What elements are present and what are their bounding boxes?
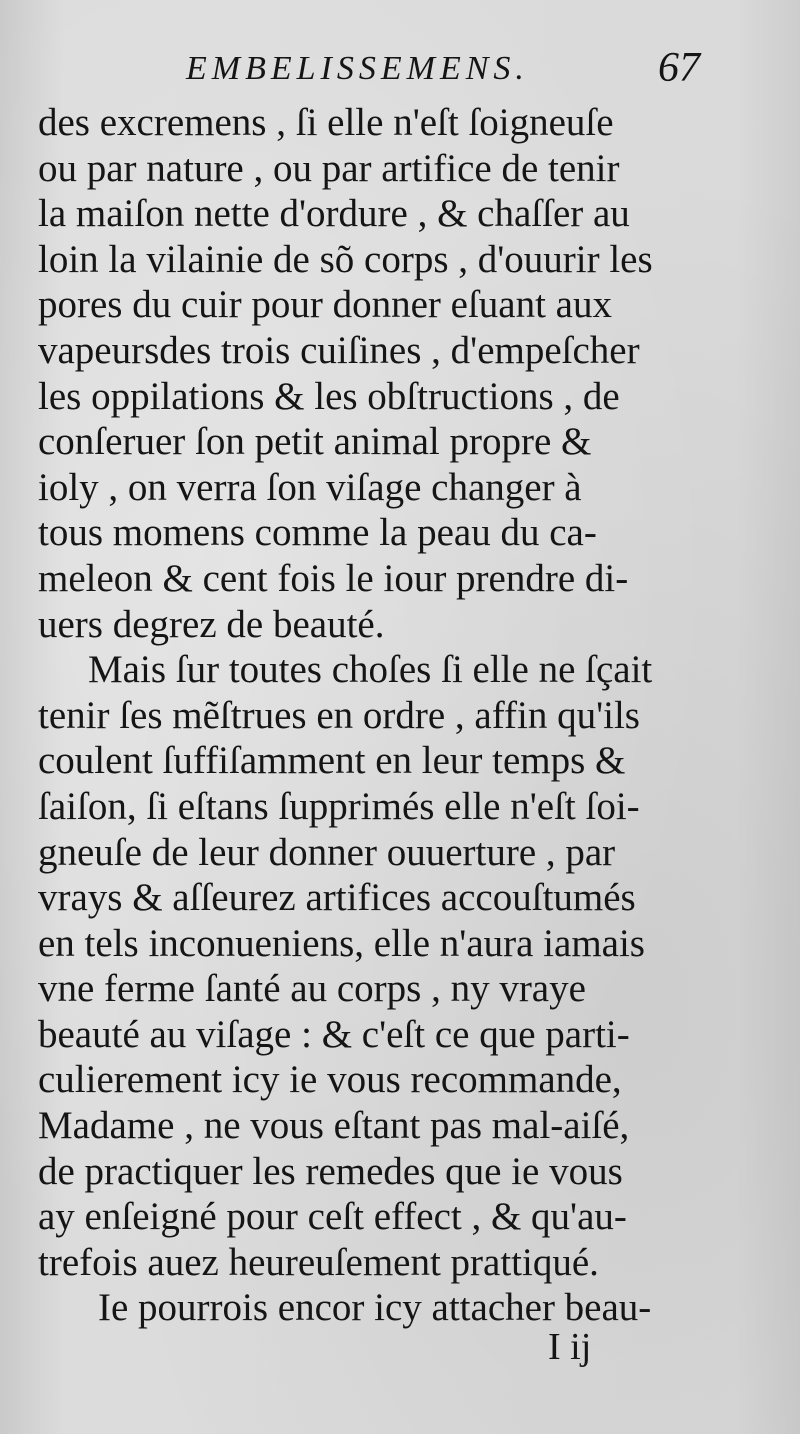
signature-mark: I ij xyxy=(548,1326,592,1368)
text-line: en tels inconueniens, elle n'aura iamais xyxy=(38,921,645,965)
paragraph-start-line: Mais ſur toutes choſes ſi elle ne ſçait xyxy=(88,648,653,692)
text-line: meleon & cent fois le iour prendre di- xyxy=(38,556,629,600)
body-text xyxy=(38,100,738,1331)
text-line: conſeruer ſon petit animal propre & xyxy=(38,420,592,464)
text-line: tenir ſes mẽſtrues en ordre , affin qu'ils xyxy=(38,693,640,737)
page-footer xyxy=(0,1325,800,1375)
text-line: des excremens , ſi elle n'eſt ſoigneuſe xyxy=(38,101,614,144)
text-line: culierement icy ie vous recommande, xyxy=(38,1058,622,1102)
text-line: ay enſeigné pour ceſt effect , & qu'au- xyxy=(38,1195,627,1239)
text-line: vapeursdes trois cuiſines , d'empeſcher xyxy=(38,328,640,372)
paragraph-start-line: Ie pourrois encor icy attacher beau- xyxy=(98,1286,652,1330)
text-line: tous momens comme la peau du ca- xyxy=(38,511,597,555)
text-line: Madame , ne vous eſtant pas mal-aiſé, xyxy=(38,1104,630,1148)
text-line: vne ferme ſanté au corps , ny vraye xyxy=(38,967,586,1011)
text-line: loin la vilainie de sõ corps , d'ouurir les xyxy=(38,237,653,281)
text-line: trefois auez heureuſement prattiqué. xyxy=(38,1240,599,1284)
text-line: la maiſon nette d'ordure , & chaſſer au xyxy=(38,192,630,236)
text-line: ſaiſon, ſi eſtans ſupprimés elle n'eſt ſoi- xyxy=(38,784,640,828)
page-number: 67 xyxy=(658,45,700,91)
page-header xyxy=(0,45,800,106)
text-line: les oppilations & les obſtructions , de xyxy=(38,374,620,418)
text-line: ioly , on verra ſon viſage changer à xyxy=(38,465,582,509)
text-line: coulent ſuffiſamment en leur temps & xyxy=(38,739,626,783)
text-line: beauté au viſage : & c'eſt ce que parti- xyxy=(38,1012,630,1056)
running-title: EMBELISSEMENS. xyxy=(186,50,529,87)
text-line: gneuſe de leur donner ouuerture , par xyxy=(38,830,616,874)
text-line: ou par nature , ou par artifice de tenir xyxy=(38,146,620,190)
text-line: uers degrez de beauté. xyxy=(38,602,385,646)
text-line: pores du cuir pour donner eſuant aux xyxy=(38,283,612,327)
text-line: de practiquer les remedes que ie vous xyxy=(38,1149,623,1193)
text-line: vrays & aſſeurez artifices accouſtumés xyxy=(38,876,636,920)
